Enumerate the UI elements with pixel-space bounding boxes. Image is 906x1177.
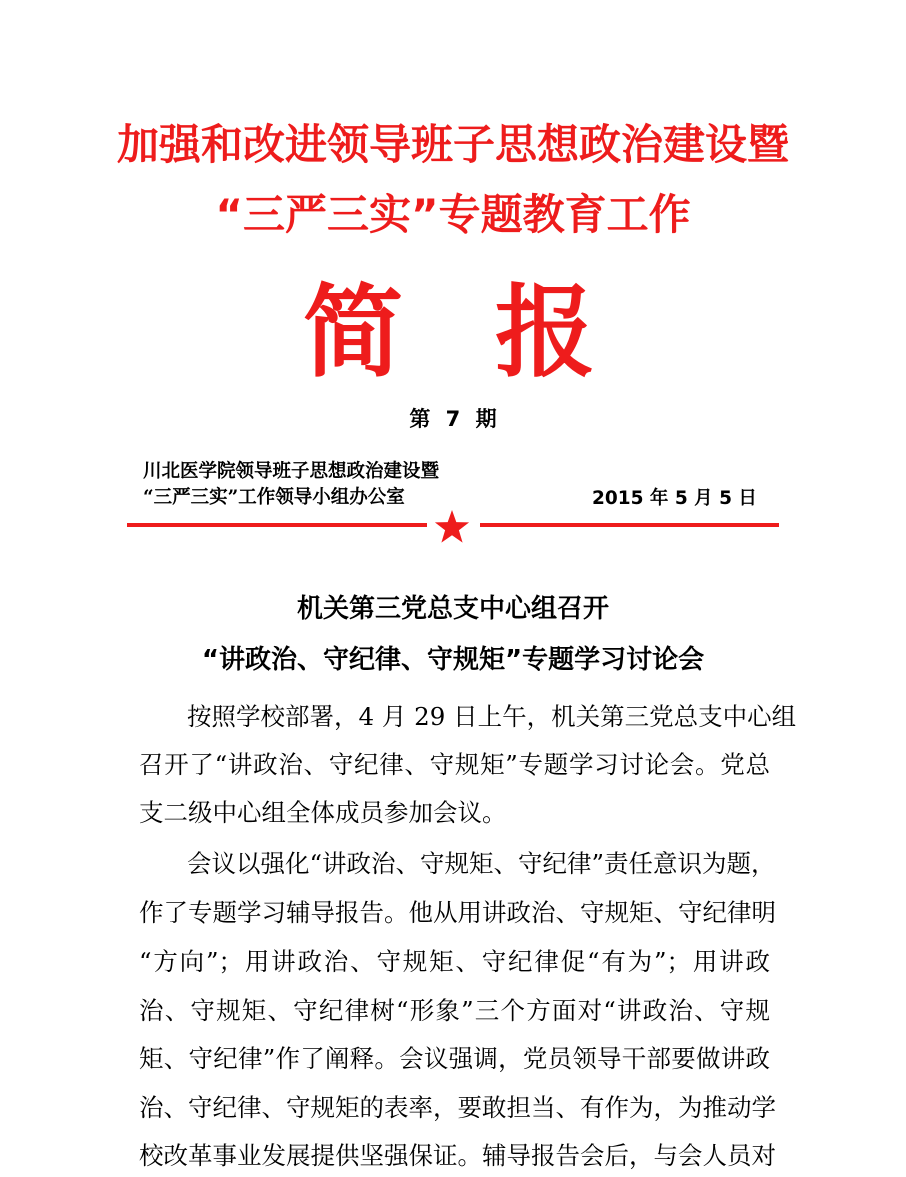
article-title-line-2: “讲政治、守纪律、守规矩”专题学习讨论会 (201, 645, 705, 675)
bulletin-title-line-1: 加强和改进领导班子思想政治建设暨 (116, 120, 789, 169)
issue-number: 第 7 期 (409, 407, 497, 431)
star-icon (432, 508, 472, 548)
issuing-office-line-1: 川北医学院领导班子思想政治建设暨 (143, 461, 440, 482)
body-text-line: “方向”；用讲政治、守规矩、守纪律促“有为”；用讲政 (139, 947, 770, 976)
publication-date: 2015 年 5 月 5 日 (592, 488, 757, 509)
bulletin-masthead-char-1: 简 (303, 273, 403, 391)
body-text-line: 会议以强化“讲政治、守规矩、守纪律”责任意识为题， (187, 849, 776, 878)
body-text-line: 校改革事业发展提供坚强保证。辅导报告会后，与会人员对 (139, 1141, 776, 1170)
body-text-line: 作了专题学习辅导报告。他从用讲政治、守规矩、守纪律明 (139, 898, 776, 927)
red-divider-right (480, 523, 779, 527)
issuing-office-line-2: “三严三实”工作领导小组办公室 (143, 487, 405, 508)
body-text-line: 矩、守纪律”作了阐释。会议强调，党员领导干部要做讲政 (139, 1044, 770, 1073)
red-divider-left (127, 523, 427, 527)
body-text-line: 治、守纪律、守规矩的表率，要敢担当、有作为，为推动学 (139, 1093, 776, 1122)
bulletin-masthead-char-2: 报 (495, 273, 595, 391)
body-text-line: 召开了“讲政治、守纪律、守规矩”专题学习讨论会。党总 (139, 750, 770, 779)
article-title-line-1: 机关第三党总支中心组召开 (296, 594, 609, 624)
bulletin-title-line-2: “三严三实”专题教育工作 (215, 190, 691, 239)
body-text-line: 支二级中心组全体成员参加会议。 (139, 798, 507, 827)
body-text-line: 按照学校部署，4 月 29 日上午，机关第三党总支中心组 (187, 702, 797, 731)
body-text-line: 治、守规矩、守纪律树“形象”三个方面对“讲政治、守规 (139, 996, 770, 1025)
